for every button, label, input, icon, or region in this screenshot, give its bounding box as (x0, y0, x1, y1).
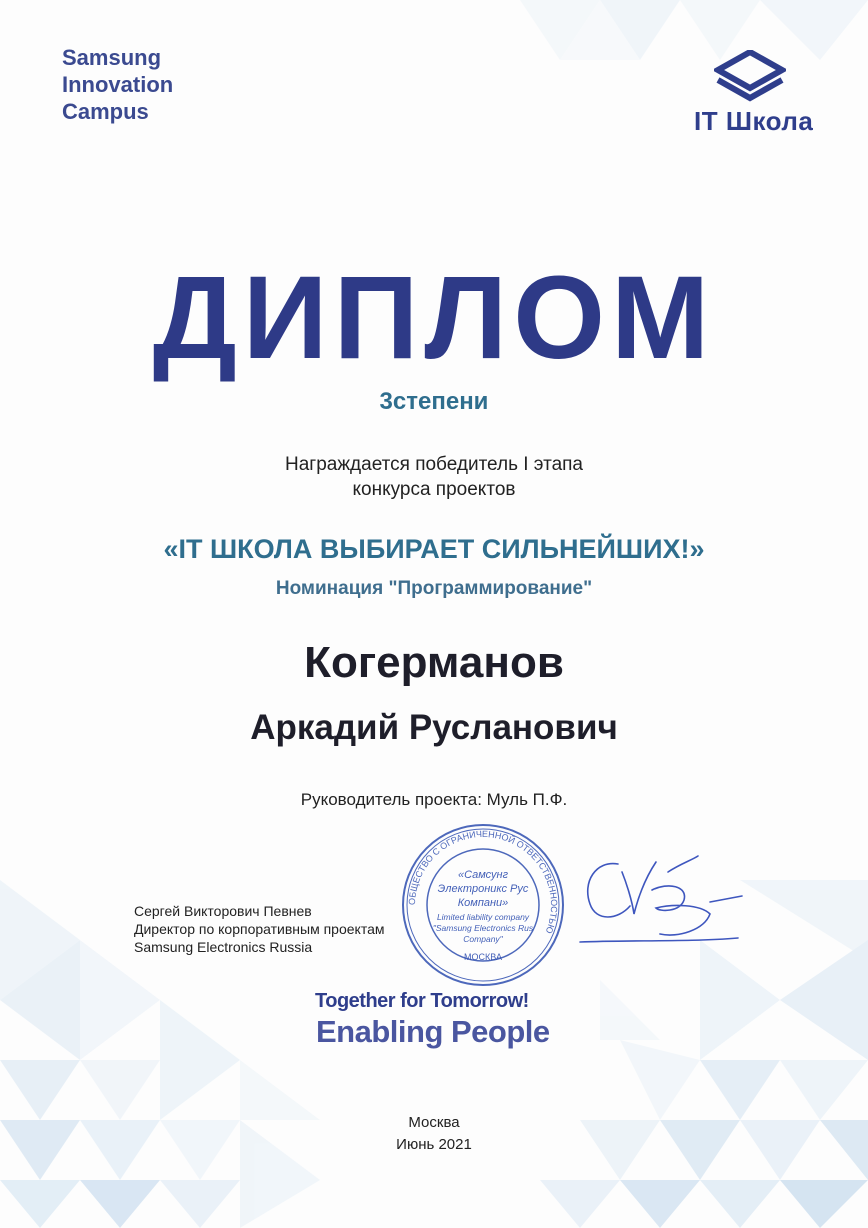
seal-line-5: "Samsung Electronics Rus (432, 923, 534, 933)
brand-line-campus: Campus (62, 99, 149, 124)
footer-date: Июнь 2021 (396, 1136, 472, 1153)
stacked-layers-icon (714, 50, 786, 102)
it-school-label: IT Школа (694, 106, 814, 136)
brand-line-samsung: Samsung (62, 45, 162, 70)
project-supervisor: Руководитель проекта: Муль П.Ф. (300, 790, 568, 809)
signer-position: Директор по корпоративным проектам (134, 921, 385, 937)
recipient-given-names: Аркадий Русланович (250, 708, 618, 747)
seal-line-1: «Самсунг (457, 869, 509, 881)
awarded-text (0, 452, 868, 502)
slogan-together: Together for Tomorrow! (315, 990, 529, 1012)
signer-company: Samsung Electronics Russia (134, 939, 313, 955)
nomination: Номинация "Программирование" (275, 578, 593, 599)
seal-line-4: Limited liability company (436, 912, 530, 922)
diploma-degree: 3степени (379, 388, 489, 415)
slogan-enabling-people: Enabling People (316, 1014, 550, 1049)
seal-city: МОСКВА (464, 952, 502, 962)
company-seal (398, 820, 568, 990)
brand-line-innovation: Innovation (62, 72, 174, 97)
awarded-line-2: конкурса проектов (352, 479, 516, 500)
contest-name: «IT ШКОЛА ВЫБИРАЕТ СИЛЬНЕЙШИХ!» (163, 534, 705, 564)
place-and-date (0, 1112, 868, 1156)
seal-line-6: Company" (463, 934, 503, 944)
samsung-innovation-campus-logo (62, 44, 173, 125)
footer-city: Москва (408, 1114, 460, 1131)
diploma-title: ДИПЛОМ (152, 252, 716, 384)
awarded-line-1: Награждается победитель I этапа (284, 454, 584, 475)
seal-ring-top: ОБЩЕСТВО С ОГРАНИЧЕННОЙ ОТВЕТСТВЕННОСТЬЮ (406, 828, 560, 935)
seal-line-2: Электроникс Рус (437, 883, 529, 895)
handwritten-signature (560, 842, 750, 952)
signer-block (134, 902, 384, 956)
seal-line-3: Компани» (457, 897, 509, 909)
it-school-logo (690, 50, 820, 140)
recipient-surname: Когерманов (304, 638, 564, 687)
signer-name: Сергей Викторович Певнев (134, 903, 312, 919)
